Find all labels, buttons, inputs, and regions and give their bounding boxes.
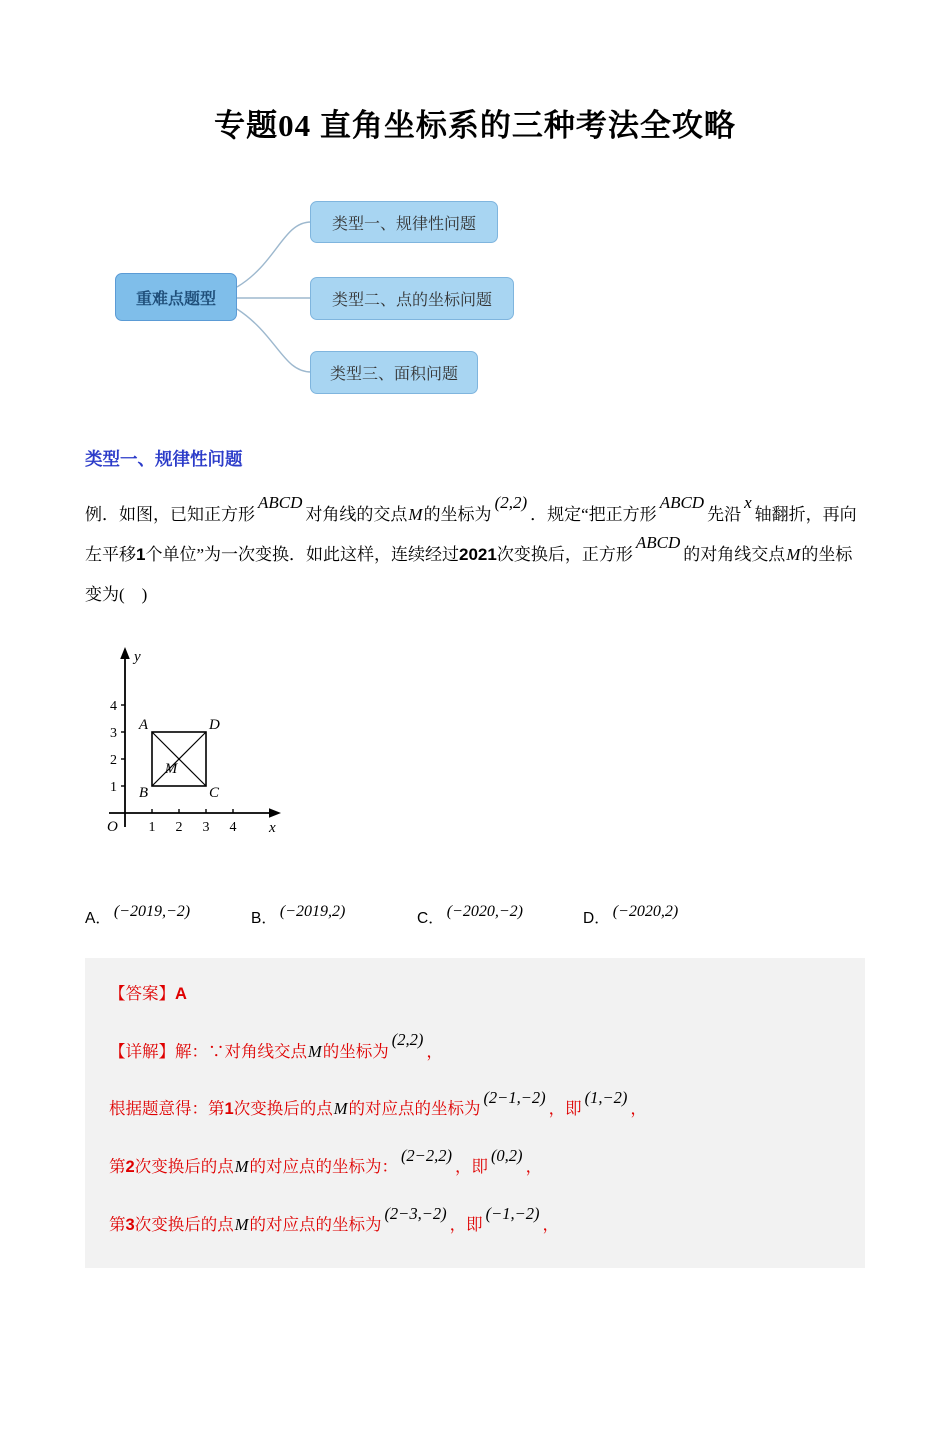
mindmap	[85, 201, 865, 416]
math-inline: (2−1,−2)	[483, 1088, 546, 1108]
mindmap-branch-label: 类型二、点的坐标问题	[331, 292, 492, 309]
center-label-m: M	[164, 760, 178, 777]
text-segment: 个单位”为一次变换．如此这样，连续经过	[145, 544, 460, 564]
problem-statement	[85, 495, 865, 615]
option-d-label: D．	[583, 909, 610, 927]
explanation-line	[109, 1145, 841, 1180]
connector-top	[237, 222, 311, 287]
y-tick-label: 1	[110, 779, 117, 795]
text-segment: 的对应点的坐标为：	[249, 1157, 398, 1177]
text-segment: 次变换后的点	[134, 1157, 234, 1177]
option-a-value: (−2019,−2)	[113, 902, 191, 920]
text-segment: ，	[630, 1099, 647, 1119]
connector-bottom	[237, 309, 311, 372]
explanation-line	[109, 1203, 841, 1238]
text-segment: ，即	[454, 1157, 488, 1177]
text-segment: 次变换后的点	[233, 1099, 333, 1119]
explanation-line	[109, 1088, 841, 1122]
text-segment: A	[175, 984, 187, 1003]
math-inline: x	[744, 493, 752, 513]
math-inline: ABCD	[635, 533, 681, 553]
text-segment: 1	[224, 1100, 234, 1119]
text-segment: ，即	[548, 1099, 582, 1119]
vertex-label-c: C	[209, 784, 220, 801]
text-segment: 轴翻折，再向左平移	[85, 505, 857, 564]
text-segment: 的对角线交点	[683, 544, 786, 564]
y-tick-label: 2	[110, 752, 117, 768]
text-segment: 先沿	[707, 505, 742, 524]
text-segment: 3	[125, 1215, 135, 1234]
math-inline: M	[333, 1099, 348, 1119]
explanation-line	[109, 1030, 841, 1065]
math-inline: (−1,−2)	[485, 1203, 540, 1223]
math-inline: ABCD	[659, 493, 705, 513]
math-inline: (2−3,−2)	[384, 1203, 447, 1223]
y-axis-label: y	[134, 648, 141, 665]
x-axis-label: x	[269, 819, 276, 836]
text-segment: ，	[525, 1157, 543, 1177]
mindmap-branch-label: 类型三、面积问题	[329, 366, 458, 383]
option-a-label: A．	[85, 909, 111, 927]
math-inline: M	[308, 1041, 322, 1061]
text-segment: ，即	[449, 1214, 483, 1234]
mindmap-branch-type3	[310, 351, 478, 394]
text-segment: 例．如图，已知正方形	[85, 505, 255, 524]
y-tick-label: 4	[110, 698, 117, 714]
vertex-label-b: B	[138, 784, 148, 801]
math-inline: (2−2,2)	[400, 1145, 452, 1165]
math-inline: M	[234, 1214, 249, 1234]
mindmap-branch-type1	[310, 201, 498, 243]
text-segment: 第	[109, 1214, 126, 1234]
coordinate-graph	[87, 641, 865, 876]
text-segment: 的坐标为	[423, 505, 492, 524]
document-page	[0, 100, 950, 1268]
text-segment: 1	[136, 544, 146, 564]
text-segment: 的坐标变为( )	[85, 544, 853, 604]
text-segment: 的坐标为	[322, 1041, 389, 1061]
option-b-label: B．	[251, 909, 277, 927]
mindmap-branch-label: 类型一、规律性问题	[331, 215, 476, 233]
mindmap-root-label: 重难点题型	[135, 290, 216, 308]
mindmap-branch-type2	[310, 277, 514, 320]
text-segment: 次变换后的点	[134, 1214, 234, 1234]
text-segment: 【详解】解：∵对角线交点	[109, 1041, 307, 1061]
math-inline: (2,2)	[494, 493, 528, 513]
x-tick-label: 1	[148, 819, 156, 835]
answer-line	[109, 982, 841, 1007]
mindmap-root-node	[115, 273, 237, 321]
text-segment: 【答案】	[109, 983, 175, 1003]
text-segment: 次变换后，正方形	[496, 544, 633, 564]
math-inline: ABCD	[258, 493, 303, 513]
option-b-value: (−2019,2)	[279, 902, 346, 920]
option-c-label: C．	[417, 909, 444, 927]
math-inline: M	[234, 1157, 249, 1177]
math-inline: (1,−2)	[584, 1088, 628, 1108]
answer-explanation-block	[85, 958, 865, 1268]
text-segment: ，	[426, 1041, 443, 1061]
option-c	[417, 902, 583, 928]
text-segment: 第	[109, 1157, 126, 1177]
x-tick-label: 4	[229, 819, 237, 835]
text-segment: 的对应点的坐标为	[348, 1099, 481, 1119]
section-heading-type1: 类型一、规律性问题	[85, 449, 243, 469]
option-d-value: (−2020,2)	[612, 902, 679, 920]
option-a	[85, 902, 251, 928]
text-segment: ，	[542, 1214, 559, 1234]
vertex-label-d: D	[209, 716, 220, 733]
x-axis-arrow	[269, 808, 281, 818]
coordinate-graph-svg	[87, 641, 297, 876]
text-segment: 2	[125, 1158, 135, 1177]
math-inline: M	[408, 505, 423, 524]
x-tick-label: 2	[175, 819, 183, 835]
text-segment: 根据题意得：第	[109, 1099, 225, 1119]
origin-label: O	[107, 818, 118, 835]
math-inline: (2,2)	[391, 1030, 424, 1050]
text-segment: ．规定“把正方形	[530, 505, 657, 524]
vertex-label-a: A	[138, 716, 148, 733]
answer-options	[85, 902, 865, 928]
math-inline: (0,2)	[490, 1145, 523, 1165]
x-tick-label: 3	[202, 819, 210, 835]
option-b	[251, 902, 417, 928]
page-title: 专题04 直角坐标系的三种考法全攻略	[214, 108, 736, 143]
math-inline: M	[786, 544, 801, 564]
option-c-value: (−2020,−2)	[446, 902, 523, 920]
y-axis-arrow	[120, 647, 130, 659]
option-d	[583, 902, 749, 928]
text-segment: 对角线的交点	[305, 505, 408, 524]
text-segment: 2021	[459, 544, 497, 564]
text-segment: 的对应点的坐标为	[249, 1214, 382, 1234]
y-tick-label: 3	[110, 725, 117, 741]
